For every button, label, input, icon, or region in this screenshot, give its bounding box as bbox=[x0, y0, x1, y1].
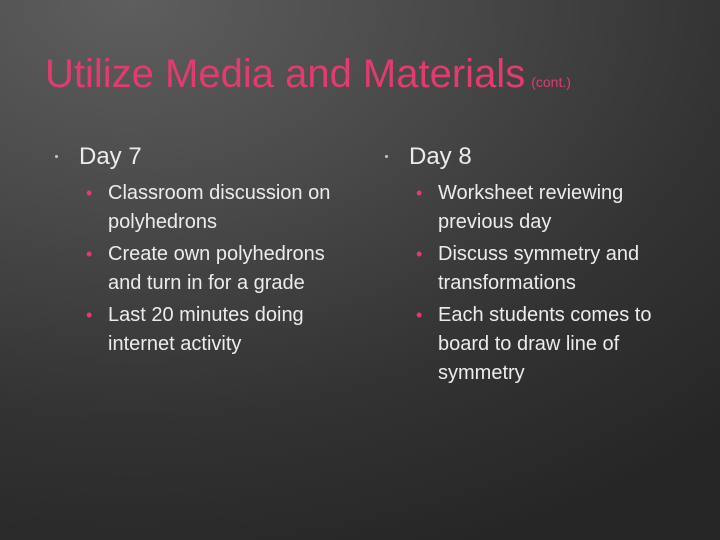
bullet-icon: • bbox=[86, 183, 93, 203]
bullet-dot-icon bbox=[385, 155, 388, 158]
bullet-icon: • bbox=[86, 305, 93, 325]
list-item bbox=[55, 301, 355, 359]
list-item bbox=[55, 240, 355, 298]
bullet-icon: • bbox=[86, 244, 93, 264]
list-item-text: Discuss symmetry and transformations bbox=[438, 243, 640, 294]
day-heading-row bbox=[385, 143, 685, 175]
list-item bbox=[385, 240, 685, 298]
day-heading-row bbox=[55, 143, 355, 175]
slide-title bbox=[45, 54, 571, 94]
title-suffix-text: (cont.) bbox=[531, 74, 571, 90]
day-heading: Day 7 bbox=[79, 143, 142, 170]
day-8-column bbox=[385, 143, 685, 391]
list-item bbox=[55, 179, 355, 237]
list-item-text: Classroom discussion on polyhedrons bbox=[108, 182, 331, 233]
list-item-text: Last 20 minutes doing internet activity bbox=[108, 304, 304, 355]
list-item bbox=[385, 179, 685, 237]
bullet-icon: • bbox=[416, 244, 423, 264]
day-heading: Day 8 bbox=[409, 143, 472, 170]
day-8-item-list bbox=[385, 179, 685, 388]
list-item-text: Worksheet reviewing previous day bbox=[438, 182, 624, 233]
title-main-text: Utilize Media and Materials bbox=[45, 52, 526, 96]
bullet-icon: • bbox=[416, 305, 423, 325]
day-7-column bbox=[55, 143, 355, 362]
list-item-text: Create own polyhedrons and turn in for a grade bbox=[108, 243, 325, 294]
list-item bbox=[385, 301, 685, 388]
day-7-item-list bbox=[55, 179, 355, 359]
bullet-icon: • bbox=[416, 183, 423, 203]
list-item-text: Each students comes to board to draw line of symmetry bbox=[438, 304, 652, 384]
bullet-dot-icon bbox=[55, 155, 58, 158]
